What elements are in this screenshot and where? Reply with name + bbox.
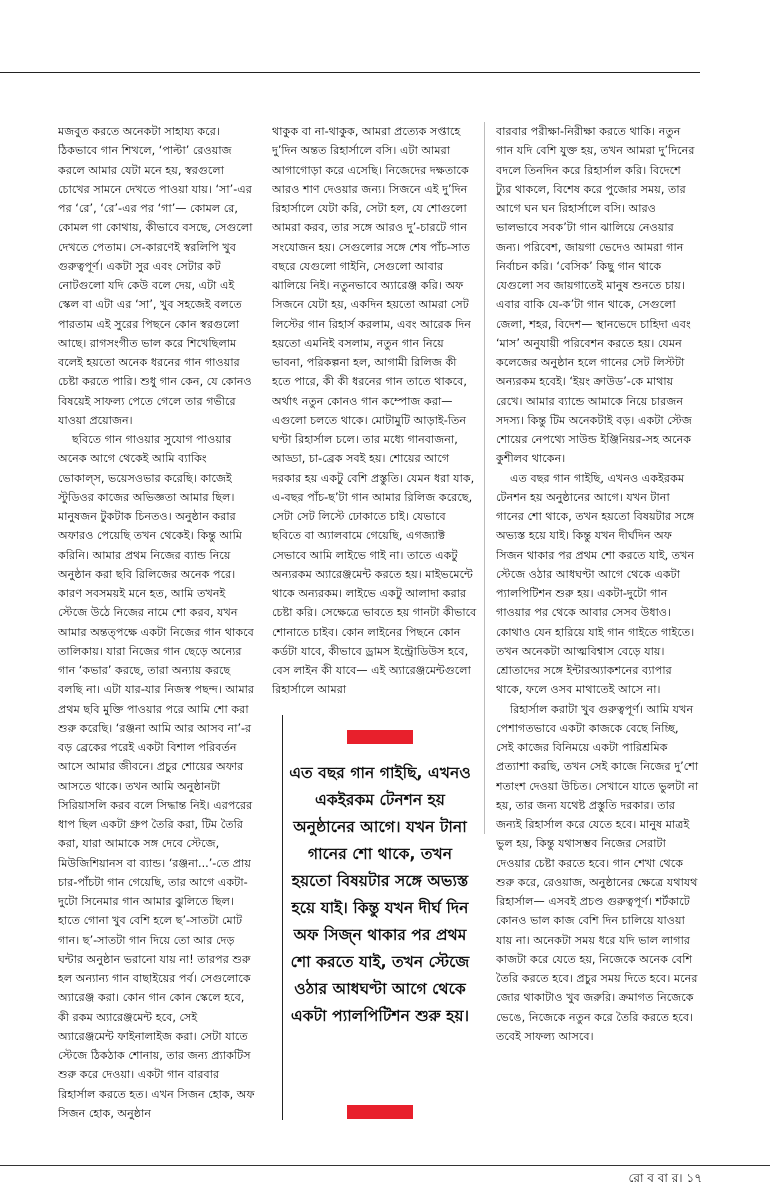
pullquote-accent-bar-bottom [347,1105,413,1119]
article-column-1 [58,122,255,1142]
paragraph: মজবুত করতে অনেকটা সাহায্য করে। ঠিকভাবে গান শিখলে, ‘পাল্টা’ রেওয়াজ করলে আমার যেটা মনে হয়, স্বরগুলো চোখের সামনে দেখতে পাওয়া যায়। ‘সা’-এর পর ‘রে’, ‘রে’-এর পর ‘গা’— কোমল রে, কোমল গা কোথায়, কীভাবে বসছে, সেগুলো দেখতে পেতাম। সে-কারণেই স্বরলিপি খুব গুরুত্বপূর্ণ। একটা সুর এবং সেটার কট নোটগুলো যদি কেউ বলে দেয়, এটা এই স্কেল বা এটা এর ‘সা’, খুব সহজেই বলতে পারতাম এই সুরের পিছনে কোন স্বরগুলো আছে। রাগসংগীত ভাল করে শিখেছিলাম বলেই হয়তো অনেক ধরনের গান গাওয়ার চেষ্টা করতে পারি। শুধু গান কেন, যে কোনও বিষয়েই সাফল্য পেতে গেলে তার গভীরে যাওয়া প্রয়োজন। [58,125,253,427]
bottom-rule [0,1165,770,1166]
paragraph: এত বছর গান গাইছি, এখনও একইরকম টেনশন হয় অনুষ্ঠানের আগে। যখন টানা গানের শো থাকে, তখন হয়তো বিষয়টার সঙ্গে অভ্যস্ত হয়ে যাই। কিন্তু যখন দীর্ঘদিন অফ সিজন থাকার পর প্রথম শো করতে যাই, তখন স্টেজে ওঠার আধঘণ্টা আগে থেকে একটা প্যালপিটিশন শুরু হয়। একটা-দুটো গান গাওয়ার পর থেকে আবার সেসব উধাও। কোথাও যেন হারিয়ে যাই গান গাইতে গাইতে। তখন অনেকটা আত্মবিশ্বাস বেড়ে যায়। শ্রোতাদের সঙ্গে ইন্টারঅ্যাকশনের ব্যাপার থাকে, ফলে ওসব মাথাতেই আসে না। [496,471,695,697]
top-rule [0,72,700,73]
paragraph: রিহার্সাল করাটা খুব গুরুত্বপূর্ণ। আমি যখন পেশাগতভাবে একটা কাজকে বেছে নিচ্ছি, সেই কাজের বিনিময়ে একটা পারিশ্রমিক প্রত্যাশা করছি, তখন সেই কাজে নিজের দু’শো শতাংশ দেওয়া উচিত। সেখানে যাতে ভুলটা না হয়, তার জন্য যথেষ্ট প্রস্তুতি দরকার। তার জন্যই রিহার্সাল করে যেতে হবে। মানুষ মাত্রই ভুল হয়, কিন্তু যথাসম্ভব নিজের সেরাটা দেওয়ার চেষ্টা করতে হবে। গান শেখা থেকে শুরু করে, রেওয়াজ, অনুষ্ঠানের ক্ষেত্রে যথাযথ রিহার্সাল— এসবই প্রচণ্ড গুরুত্বপূর্ণ। শর্টকাটে কোনও ভাল কাজ বেশি দিন চালিয়ে যাওয়া যায় না। অনেকটা সময় ধরে যদি ভাল লাগার কাজটা করে যেতে হয়, নিজেকে অনেক বেশি তৈরি করতে হবে। প্রচুর সময় দিতে হবে। মনের জোর থাকাটাও খুব জরুরি। ক্রমাগত নিজেকে ভেঙে, নিজেকে নতুন করে তৈরি করতে হবে। তবেই সাফল্য আসবে। [496,702,699,1043]
page-footer: রো ব বা র। ১৭ [628,1171,702,1185]
paragraph: থাকুক বা না-থাকুক, আমরা প্রত্যেক সপ্তাহে দু’দিন অন্তত রিহার্সালে বসি। এটা আমরা আগাগোড়া করে এসেছি। নিজেদের দক্ষতাকে আরও শাণ দেওয়ার জন্য। সিজনে এই দু’দিন রিহার্সালে যেটা করি, সেটা হল, যে শোগুলো আমরা করব, তার সঙ্গে আরও দু’-চারটে গান সংযোজন হয়। সেগুলোর সঙ্গে শেষ পাঁচ-সাত বছরে যেগুলো গাইনি, সেগুলো আবার ঝালিয়ে নিই। নতুনভাবে অ্যারেঞ্জ করি। অফ সিজনে যেটা হয়, একদিন হয়তো আমরা সেট লিস্টের গান রিহার্স করলাম, এবং আরেক দিন হয়তো এমনিই বসলাম, নতুন গান নিয়ে ভাবনা, পরিকল্পনা হল, আগামী রিলিজ কী হতে পারে, কী কী ধরনের গান তাতে থাকবে, অর্থাৎ নতুন কোনও গান কম্পোজ করা— এগুলো চলতে থাকে। মোটামুটি আড়াই-তিন ঘণ্টা রিহার্সাল চলে। তার মধ্যে গানবাজনা, আড্ডা, চা-ব্রেক সবই হয়। শোয়ের আগে দরকার হয় একটু বেশি প্রস্তুতি। যেমন ধরা যাক, এ-বছর পাঁচ-ছ’টা গান আমার রিলিজ করেছে, সেটা সেট লিস্টে ঢোকাতে চাই। যেভাবে ছবিতে বা অ্যালবামে গেয়েছি, এগজ্যাক্ট সেভাবে আমি লাইভে গাই না। তাতে একটু অন্যরকম অ্যারেঞ্জমেন্ট করতে হয়। মাইভমেন্টে থাকে অন্যরকম। লাইভে একটু আলাদা করার চেষ্টা করি। সেক্ষেত্রে ভাবতে হয় গানটা কীভাবে শোনাতে চাইব। কোন লাইনের পিছনে কোন কর্ডটা যাবে, কীভাবে ড্রামস ইন্ট্রোডিউস হবে, বেস লাইন কী যাবে— এই অ্যারেঞ্জমেন্টগুলো রিহার্সালে আমরা [272,125,477,697]
pullquote-text: এত বছর গান গাইছি, এখনও একইরকম টেনশন হয় অনুষ্ঠানের আগে। যখন টানা গানের শো থাকে, তখন হয়তো বিষয়টার সঙ্গে অভ্যস্ত হয়ে যাই। কিন্তু যখন দীর্ঘ দিন অফ সিজ্‌ন থাকার পর প্রথম শো করতে যাই, তখন স্টেজে ওঠার আধঘণ্টা আগে থেকে একটা প্যালপিটিশন শুরু হয়। [289,764,471,1025]
pullquote-accent-bar-top [347,730,413,744]
paragraph: ছবিতে গান গাওয়ার সুযোগ পাওয়ার অনেক আগে থেকেই আমি ব্যাকিং ভোকাল্‌স, ভয়েসওভার করেছি। কাজেই স্টুডিওর কাজের অভিজ্ঞতা আমার ছিল। মানুষজন টুকটাক চিনতও। অনুষ্ঠান করার অফারও পেয়েছি তখন থেকেই। কিন্তু আমি করিনি। আমার প্রথম নিজের ব্যান্ড নিয়ে অনুষ্ঠান করা ছবি রিলিজের অনেক পরে। কারণ সবসময়ই মনে হত, আমি তখনই স্টেজে উঠে নিজের নামে শো করব, যখন আমার অন্তত্পক্ষে একটা নিজের গান থাকবে তালিকায়। যারা নিজের গান ছেড়ে অন্যের গান ‘কভার’ করছে, তারা অন্যায় করছে বলছি না। এটা যার-যার নিজস্ব পছন্দ। আমার প্রথম ছবি মুক্তি পাওয়ার পরে আমি শো করা শুরু করেছি। ‘রঞ্জনা আমি আর আসব না’-র বড় ব্রেকের পরেই একটা বিশাল পরিবর্তন আসে আমার জীবনে। প্রচুর শোয়ের অফার আসতে থাকে। তখন আমি অনুষ্ঠানটা সিরিয়াসলি করব বলে সিদ্ধান্ত নিই। এরপরের ধাপ ছিল একটা গ্রুপ তৈরি করা, টিম তৈরি করা, যারা আমাকে সঙ্গ দেবে স্টেজে, মিউজিশিয়ানস বা ব্যান্ড। ‘রঞ্জনা...’-তে প্রায় চার-পাঁচটা গান গেয়েছি, তার আগে একটা-দুটো সিনেমার গান আমার ঝুলিতে ছিল। হাতে গোনা খুব বেশি হলে ছ’-সাতটা মোট গান। ছ’-সাতটা গান দিয়ে তো আর দেড় ঘন্টার অনুষ্ঠান ভরানো যায় না! তারপর শুরু হল অন্যান্য গান বাছাইয়ের পর্ব। সেগুলোকে অ্যারেঞ্জ করা। কোন গান কোন স্কেলে হবে, কী রকম অ্যারেঞ্জমেন্ট হবে, সেই অ্যারেঞ্জমেন্ট ফাইনালাইজ করা। সেটা যাতে স্টেজে ঠিকঠাক শোনায়, তার জন্য প্র্যাকটিস শুরু করে দেওয়া। একটা গান বারবার রিহার্সাল করতে হত। এখন সিজন হোক, অফ সিজন হোক, অনুষ্ঠান [58,433,255,1120]
paragraph: বারবার পরীক্ষা-নিরীক্ষা করতে থাকি। নতুন গান যদি বেশি যুক্ত হয়, তখন আমরা দু’দিনের বদলে তিনদিন করে রিহার্সাল করি। বিদেশে ট্যুর থাকলে, বিশেষ করে পুজোর সময়, তার আগে ঘন ঘন রিহার্সালে বসি। আরও ভালভাবে সবক’টা গান ঝালিয়ে নেওয়ার জন্য। পরিবেশ, জায়গা ভেদেও আমরা গান নির্বাচন করি। ‘বেসিক’ কিছু গান থাকে যেগুলো সব জায়গাতেই মানুষ শুনতে চায়। এবার বাকি যে-ক’টা গান থাকে, সেগুলো জেলা, শহর, বিদেশ— স্থানভেদে চাহিদা এবং ‘মাস’ অনুযায়ী পরিবেশন করতে হয়। যেমন কলেজের অনুষ্ঠান হলে গানের সেট লিস্টটা অন্যরকম হবেই। ‘ইয়ং ক্রাউড’-কে মাথায় রেখে। আমার ব্যান্ডে আমাকে নিয়ে চারজন সদস্য। কিন্তু টিম অনেকটাই বড়। একটা স্টেজ শোয়ের নেপথ্যে সাউন্ড ইঞ্জিনিয়র-সহ অনেক কুশীলব থাকেন। [496,125,695,466]
article-column-3 [496,122,699,1142]
article-column-2 [272,122,477,712]
column-divider [484,122,485,834]
